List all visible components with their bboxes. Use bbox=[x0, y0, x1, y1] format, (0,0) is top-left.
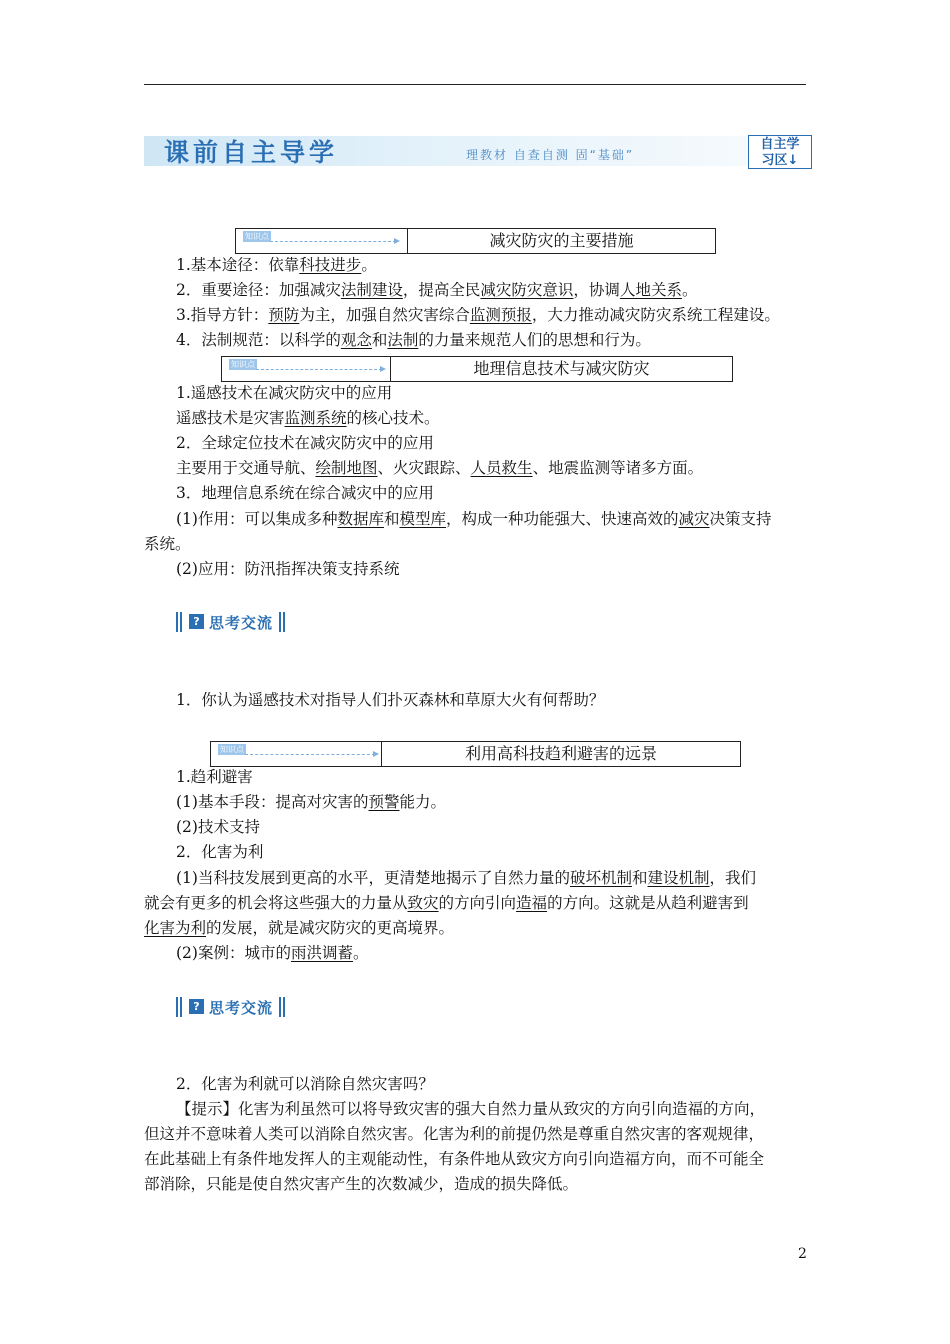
knowledge-point-2 bbox=[221, 356, 733, 382]
zone-line-1: 自主学 bbox=[760, 137, 800, 152]
arrow-icon bbox=[256, 369, 382, 370]
s2-line-2: 遥感技术是灾害监测系统的核心技术。 bbox=[176, 409, 440, 427]
s2-line-5: 3．地理信息系统在综合减灾中的应用 bbox=[176, 484, 434, 502]
s1-line-1: 1.基本途径：依靠科技进步。 bbox=[176, 256, 377, 274]
s3-line-7: 化害为利的发展，就是减灾防灾的更高境界。 bbox=[144, 919, 455, 937]
s3-line-6: 就会有更多的机会将这些强大的力量从致灾的方向引向造福的方向。这就是从趋利避害到 bbox=[144, 894, 749, 912]
question-2: 2．化害为利就可以消除自然灾害吗？ bbox=[176, 1075, 434, 1093]
s3-line-3: (2)技术支持 bbox=[176, 818, 260, 836]
hint-line-3: 在此基础上有条件地发挥人的主观能动性，有条件地从致灾方向引向造福方向，而不可能全 bbox=[144, 1150, 765, 1168]
s3-line-8: (2)案例：城市的雨洪调蓄。 bbox=[176, 944, 369, 962]
s1-line-2: 2．重要途径：加强减灾法制建设，提高全民减灾防灾意识，协调人地关系。 bbox=[176, 281, 698, 299]
banner-title: 课前自主导学 bbox=[164, 138, 339, 167]
think-exchange-heading-2: ? 思考交流 bbox=[176, 996, 286, 1018]
s1-line-3: 3.指导方针：预防为主，加强自然灾害综合监测预报，大力推动减灾防灾系统工程建设。 bbox=[176, 306, 780, 324]
s2-line-3: 2．全球定位技术在减灾防灾中的应用 bbox=[176, 434, 434, 452]
s1-line-4: 4．法制规范：以科学的观念和法制的力量来规范人们的思想和行为。 bbox=[176, 331, 651, 349]
knowledge-point-1 bbox=[235, 228, 716, 254]
knowledge-point-3 bbox=[210, 741, 741, 767]
s2-line-1: 1.遥感技术在减灾防灾中的应用 bbox=[176, 384, 393, 402]
hint-label: 【提示】 bbox=[176, 1100, 239, 1118]
s2-line-8: (2)应用：防汛指挥决策支持系统 bbox=[176, 560, 400, 578]
arrow-icon bbox=[270, 241, 396, 242]
s3-line-2: (1)基本手段：提高对灾害的预警能力。 bbox=[176, 793, 446, 811]
s2-line-7: 系统。 bbox=[144, 535, 191, 553]
question-icon: ? bbox=[189, 614, 204, 629]
self-study-zone-badge bbox=[748, 135, 812, 169]
question-1: 1．你认为遥感技术对指导人们扑灭森林和草原大火有何帮助？ bbox=[176, 691, 605, 709]
hint-line-1: 【提示】化害为利虽然可以将导致灾害的强大自然力量从致灾的方向引向造福的方向， bbox=[176, 1100, 766, 1118]
page-number: 2 bbox=[798, 1246, 807, 1262]
think-exchange-heading-1: ? 思考交流 bbox=[176, 611, 286, 633]
knowledge-point-title: 利用高科技趋利避害的远景 bbox=[381, 742, 740, 766]
s3-line-5: (1)当科技发展到更高的水平，更清楚地揭示了自然力量的破坏机制和建设机制，我们 bbox=[176, 869, 757, 887]
s3-line-1: 1.趋利避害 bbox=[176, 768, 253, 786]
hint-line-2: 但这并不意味着人类可以消除自然灾害。化害为利的前提仍然是尊重自然灾害的客观规律， bbox=[144, 1125, 765, 1143]
knowledge-point-tag: 知识点1 bbox=[245, 232, 269, 252]
arrow-icon bbox=[245, 754, 375, 755]
knowledge-point-tag: 知识点3 bbox=[220, 745, 244, 765]
knowledge-point-title: 地理信息技术与减灾防灾 bbox=[390, 357, 732, 381]
s2-line-4: 主要用于交通导航、绘制地图、火灾跟踪、人员救生、地震监测等诸多方面。 bbox=[176, 459, 704, 477]
header-rule bbox=[144, 84, 806, 85]
s3-line-4: 2．化害为利 bbox=[176, 843, 264, 861]
banner-subtitle: 理教材 自查自测 固“基础” bbox=[466, 148, 635, 162]
question-icon: ? bbox=[189, 999, 204, 1014]
knowledge-point-title: 减灾防灾的主要措施 bbox=[407, 229, 715, 253]
s2-line-6: (1)作用：可以集成多种数据库和模型库，构成一种功能强大、快速高效的减灾决策支持 bbox=[176, 510, 772, 528]
hint-line-4: 部消除，只能是使自然灾害产生的次数减少，造成的损失降低。 bbox=[144, 1175, 579, 1193]
knowledge-point-tag: 知识点2 bbox=[231, 360, 255, 380]
zone-line-2: 习区↓ bbox=[761, 153, 799, 168]
